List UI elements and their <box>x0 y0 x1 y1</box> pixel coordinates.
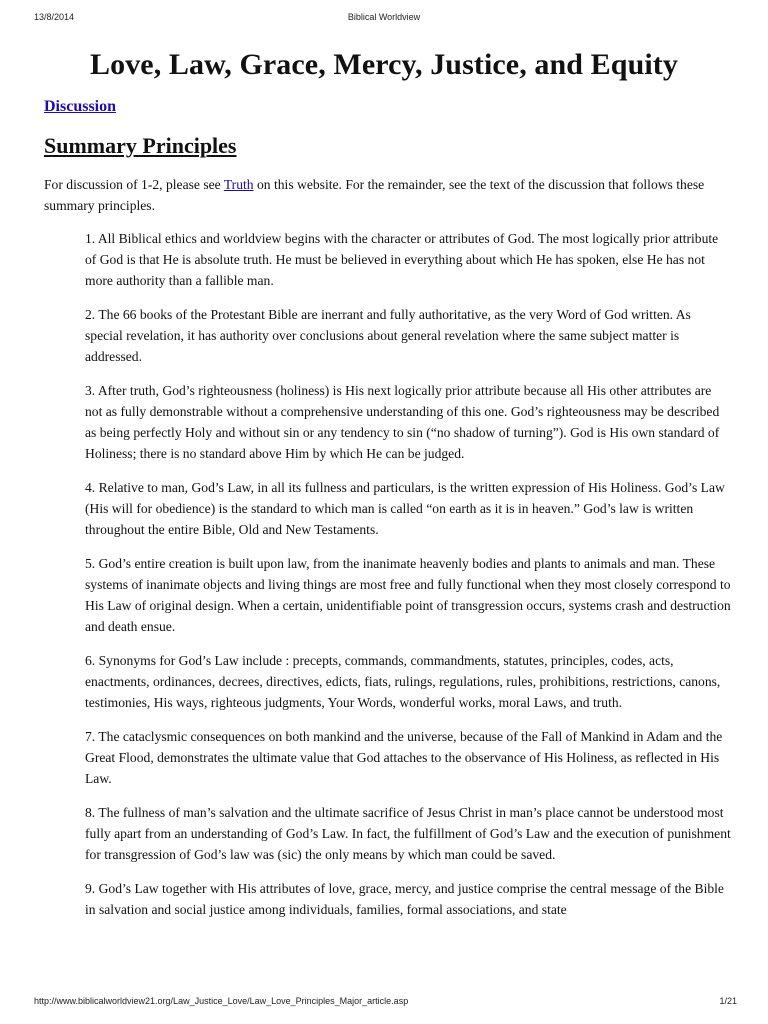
section-title: Summary Principles <box>44 133 237 158</box>
page-title: Love, Law, Grace, Mercy, Justice, and Equity <box>90 48 678 81</box>
intro-text-after: on this website. For the remainder, see the text of the discussion that follows these summary principles. <box>44 177 705 213</box>
discussion-link[interactable]: Discussion <box>44 98 117 115</box>
principle-item-2: 2. The 66 books of the Protestant Bible are inerrant and fully authoritative, as the very Word of God written. As special revelation, it has authority over conclusions about general revelation where the same subject matter is addressed. <box>85 307 691 364</box>
principle-item-3: 3. After truth, God’s righteousness (holiness) is His next logically prior attribute because all His other attributes are not as fully demonstrable without a comprehensive understanding of this one. God’s righteousness may be described as being perfectly Holy and without sin or any tendency to sin (“no shadow of turning”). God is His own standard of Holiness; there is no standard above Him by which He can be judged. <box>85 383 720 461</box>
truth-link[interactable]: Truth <box>223 177 254 192</box>
print-site-title: Biblical Worldview <box>347 12 421 22</box>
print-date: 13/8/2014 <box>34 12 75 22</box>
principle-item-6: 6. Synonyms for God’s Law include : precepts, commands, commandments, statutes, principles, codes, acts, enactments, ordinances, decrees, directives, edicts, fiats, rulings, regulations, rules, prohibitions, restrictions, canons, testimonies, His ways, righteous judgments, Your Words, wonderful works, moral Laws, and truth. <box>85 653 721 710</box>
principle-item-7: 7. The cataclysmic consequences on both mankind and the universe, because of the Fall of Mankind in Adam and the Great Flood, demonstrates the ultimate value that God attaches to the observance of His Holiness, as reflected in His Law. <box>85 729 723 786</box>
intro-paragraph <box>44 174 724 216</box>
principle-item-9: 9. God’s Law together with His attributes of love, grace, mercy, and justice comprise the central message of the Bible in salvation and social justice among individuals, families, formal associations, and state <box>85 881 724 917</box>
print-footer <box>0 996 768 1010</box>
principle-item-1: 1. All Biblical ethics and worldview begins with the character or attributes of God. The most logically prior attribute of God is that He is absolute truth. He must be believed in everything about which He has spoken, else He has not more authority than a fallible man. <box>85 231 719 288</box>
page-number: 1/21 <box>719 996 737 1006</box>
print-header <box>0 12 768 26</box>
principle-item-8: 8. The fullness of man’s salvation and the ultimate sacrifice of Jesus Christ in man’s place cannot be understood most fully apart from an understanding of God’s Law. In fact, the fulfillment of God’s Law and the execution of punishment for transgression of God’s law was (sic) the only means by which man could be saved. <box>85 805 731 862</box>
principle-item-4: 4. Relative to man, God’s Law, in all its fullness and particulars, is the written expression of His Holiness. God’s Law (His will for obedience) is the standard to which man is called “on earth as it is in heaven.” God’s law is written throughout the entire Bible, Old and New Testaments. <box>85 480 725 537</box>
principle-item-5: 5. God’s entire creation is built upon law, from the inanimate heavenly bodies and plants to animals and man. These systems of inanimate objects and living things are most free and fully functional when they most closely correspond to His Law of original design. When a certain, unidentifiable point of transgression occurs, systems crash and destruction and death ensue. <box>85 556 731 634</box>
principles-list <box>85 228 731 933</box>
print-url: http://www.biblicalworldview21.org/Law_Justice_Love/Law_Love_Principles_Major_article.asp <box>34 996 409 1006</box>
intro-text-before: For discussion of 1-2, please see <box>44 177 224 192</box>
